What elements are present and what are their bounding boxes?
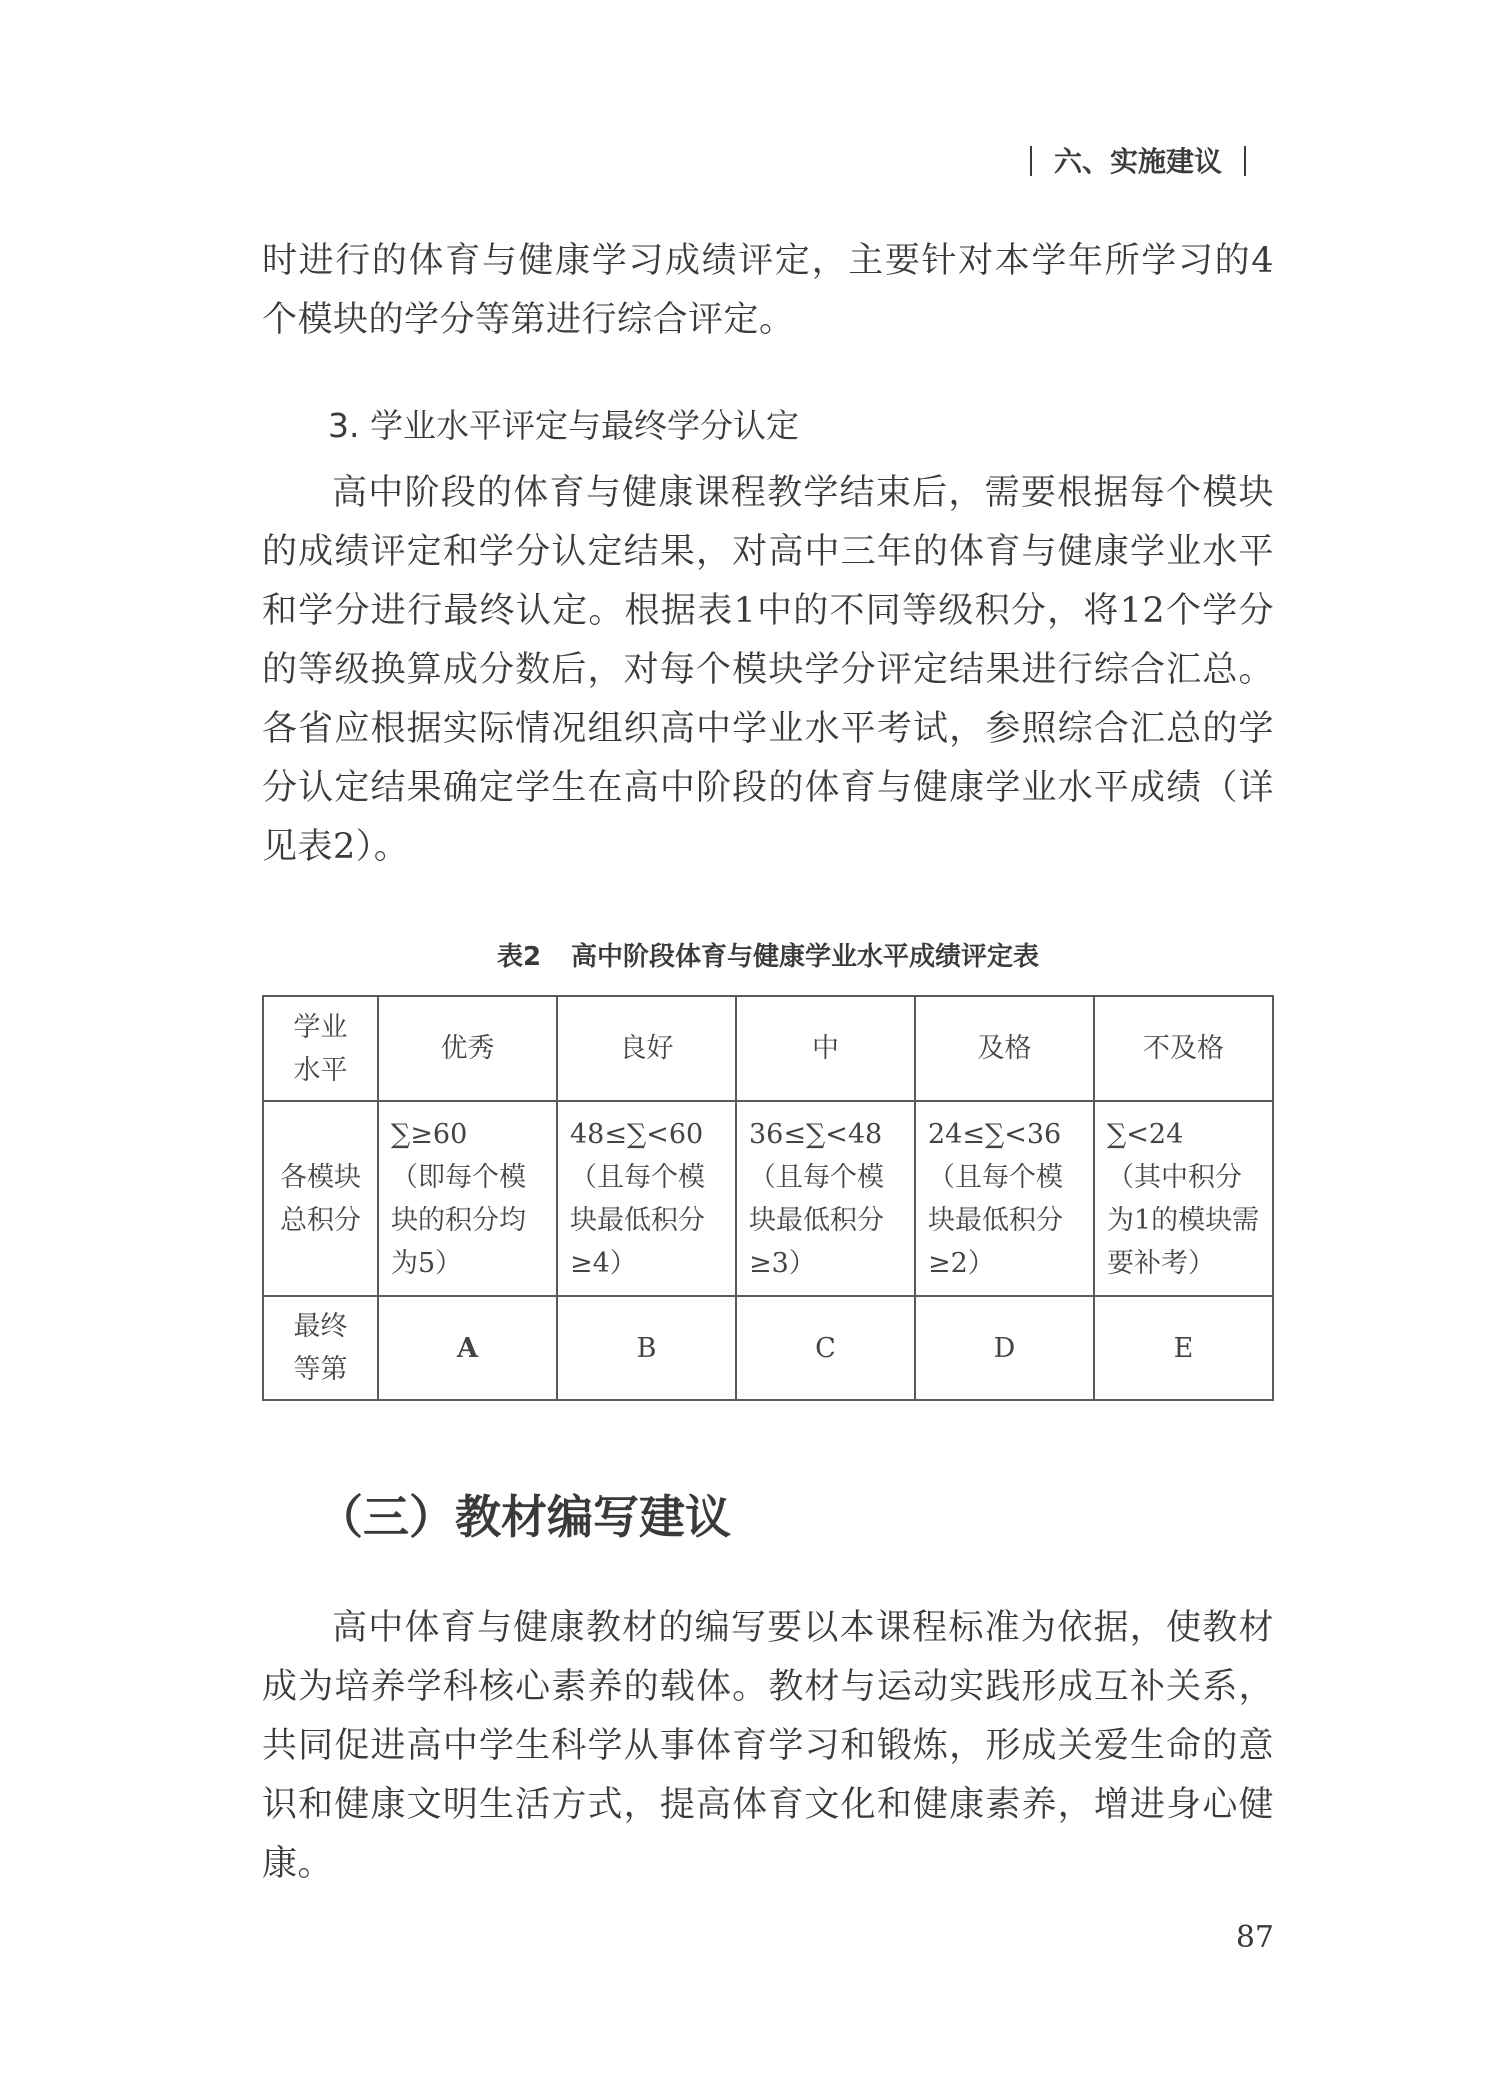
level-excellent: 优秀 <box>378 996 557 1101</box>
score-label: 各模块 总积分 <box>280 1161 361 1236</box>
score-cell-pass <box>915 1101 1094 1296</box>
table-header-row <box>263 996 1273 1101</box>
subsection-paragraph: 高中阶段的体育与健康课程教学结束后，需要根据每个模块的成绩评定和学分认定结果，对高中三年的体育与健康学业水平和学分进行最终认定。根据表1中的不同等级积分，将12个学分的等级换算成分数后，对每个模块学分评定结果进行综合汇总。各省应根据实际情况组织高中学业水平考试，参照综合汇总的学分认定结果确定学生在高中阶段的体育与健康学业水平成绩（详见表2）。 <box>262 473 1274 867</box>
intro-paragraph: 时进行的体育与健康学习成绩评定，主要针对本学年所学习的4个模块的学分等第进行综合评定。 <box>262 241 1274 340</box>
grade-label-cell <box>263 1296 378 1400</box>
header-label-cell <box>263 996 378 1101</box>
page-number: 87 <box>1235 1920 1274 1955</box>
score-text-good: 48≤∑<60 （且每个模块最低积分≥4） <box>570 1118 705 1279</box>
page-content <box>262 232 1274 1894</box>
level-pass: 及格 <box>915 996 1094 1101</box>
score-text-excellent: ∑≥60 （即每个模块的积分均为5） <box>391 1118 526 1279</box>
grade-b: B <box>557 1296 736 1400</box>
section-paragraph: 高中体育与健康教材的编写要以本课程标准为依据，使教材成为培养学科核心素养的载体。教材与运动实践形成互补关系，共同促进高中学生科学从事体育学习和锻炼，形成关爱生命的意识和健康文明生活方式，提高体育文化和健康素养，增进身心健康。 <box>262 1608 1274 1884</box>
score-label-cell <box>263 1101 378 1296</box>
score-cell-excellent <box>378 1101 557 1296</box>
table-caption <box>262 939 1274 975</box>
section-heading: （三）教材编写建议 <box>317 1490 731 1544</box>
level-good: 良好 <box>557 996 736 1101</box>
table-grade-row <box>263 1296 1273 1400</box>
grade-label: 最终 等第 <box>293 1311 348 1385</box>
grade-d: D <box>915 1296 1094 1400</box>
score-cell-good <box>557 1101 736 1296</box>
score-text-fail: ∑<24 （其中积分为1的模块需要补考） <box>1107 1118 1260 1279</box>
level-fail: 不及格 <box>1094 996 1273 1101</box>
header-divider-left <box>1030 146 1032 176</box>
grade-c: C <box>736 1296 915 1400</box>
table-caption-number: 表2 <box>496 942 542 972</box>
running-header <box>1008 140 1268 180</box>
table-caption-title: 高中阶段体育与健康学业水平成绩评定表 <box>571 942 1040 972</box>
score-cell-fail <box>1094 1101 1273 1296</box>
score-cell-medium <box>736 1101 915 1296</box>
table-score-row <box>263 1101 1273 1296</box>
grade-a: A <box>378 1296 557 1400</box>
subsection-heading: 3. 学业水平评定与最终学分认定 <box>328 406 799 445</box>
score-text-medium: 36≤∑<48 （且每个模块最低积分≥3） <box>749 1118 884 1279</box>
header-label: 学业 水平 <box>293 1011 348 1086</box>
header-section-title: 六、实施建议 <box>1053 145 1222 178</box>
level-medium: 中 <box>736 996 915 1101</box>
grade-e: E <box>1094 1296 1273 1400</box>
score-text-pass: 24≤∑<36 （且每个模块最低积分≥2） <box>928 1118 1063 1279</box>
grade-table <box>262 995 1274 1401</box>
header-divider-right <box>1244 146 1246 176</box>
